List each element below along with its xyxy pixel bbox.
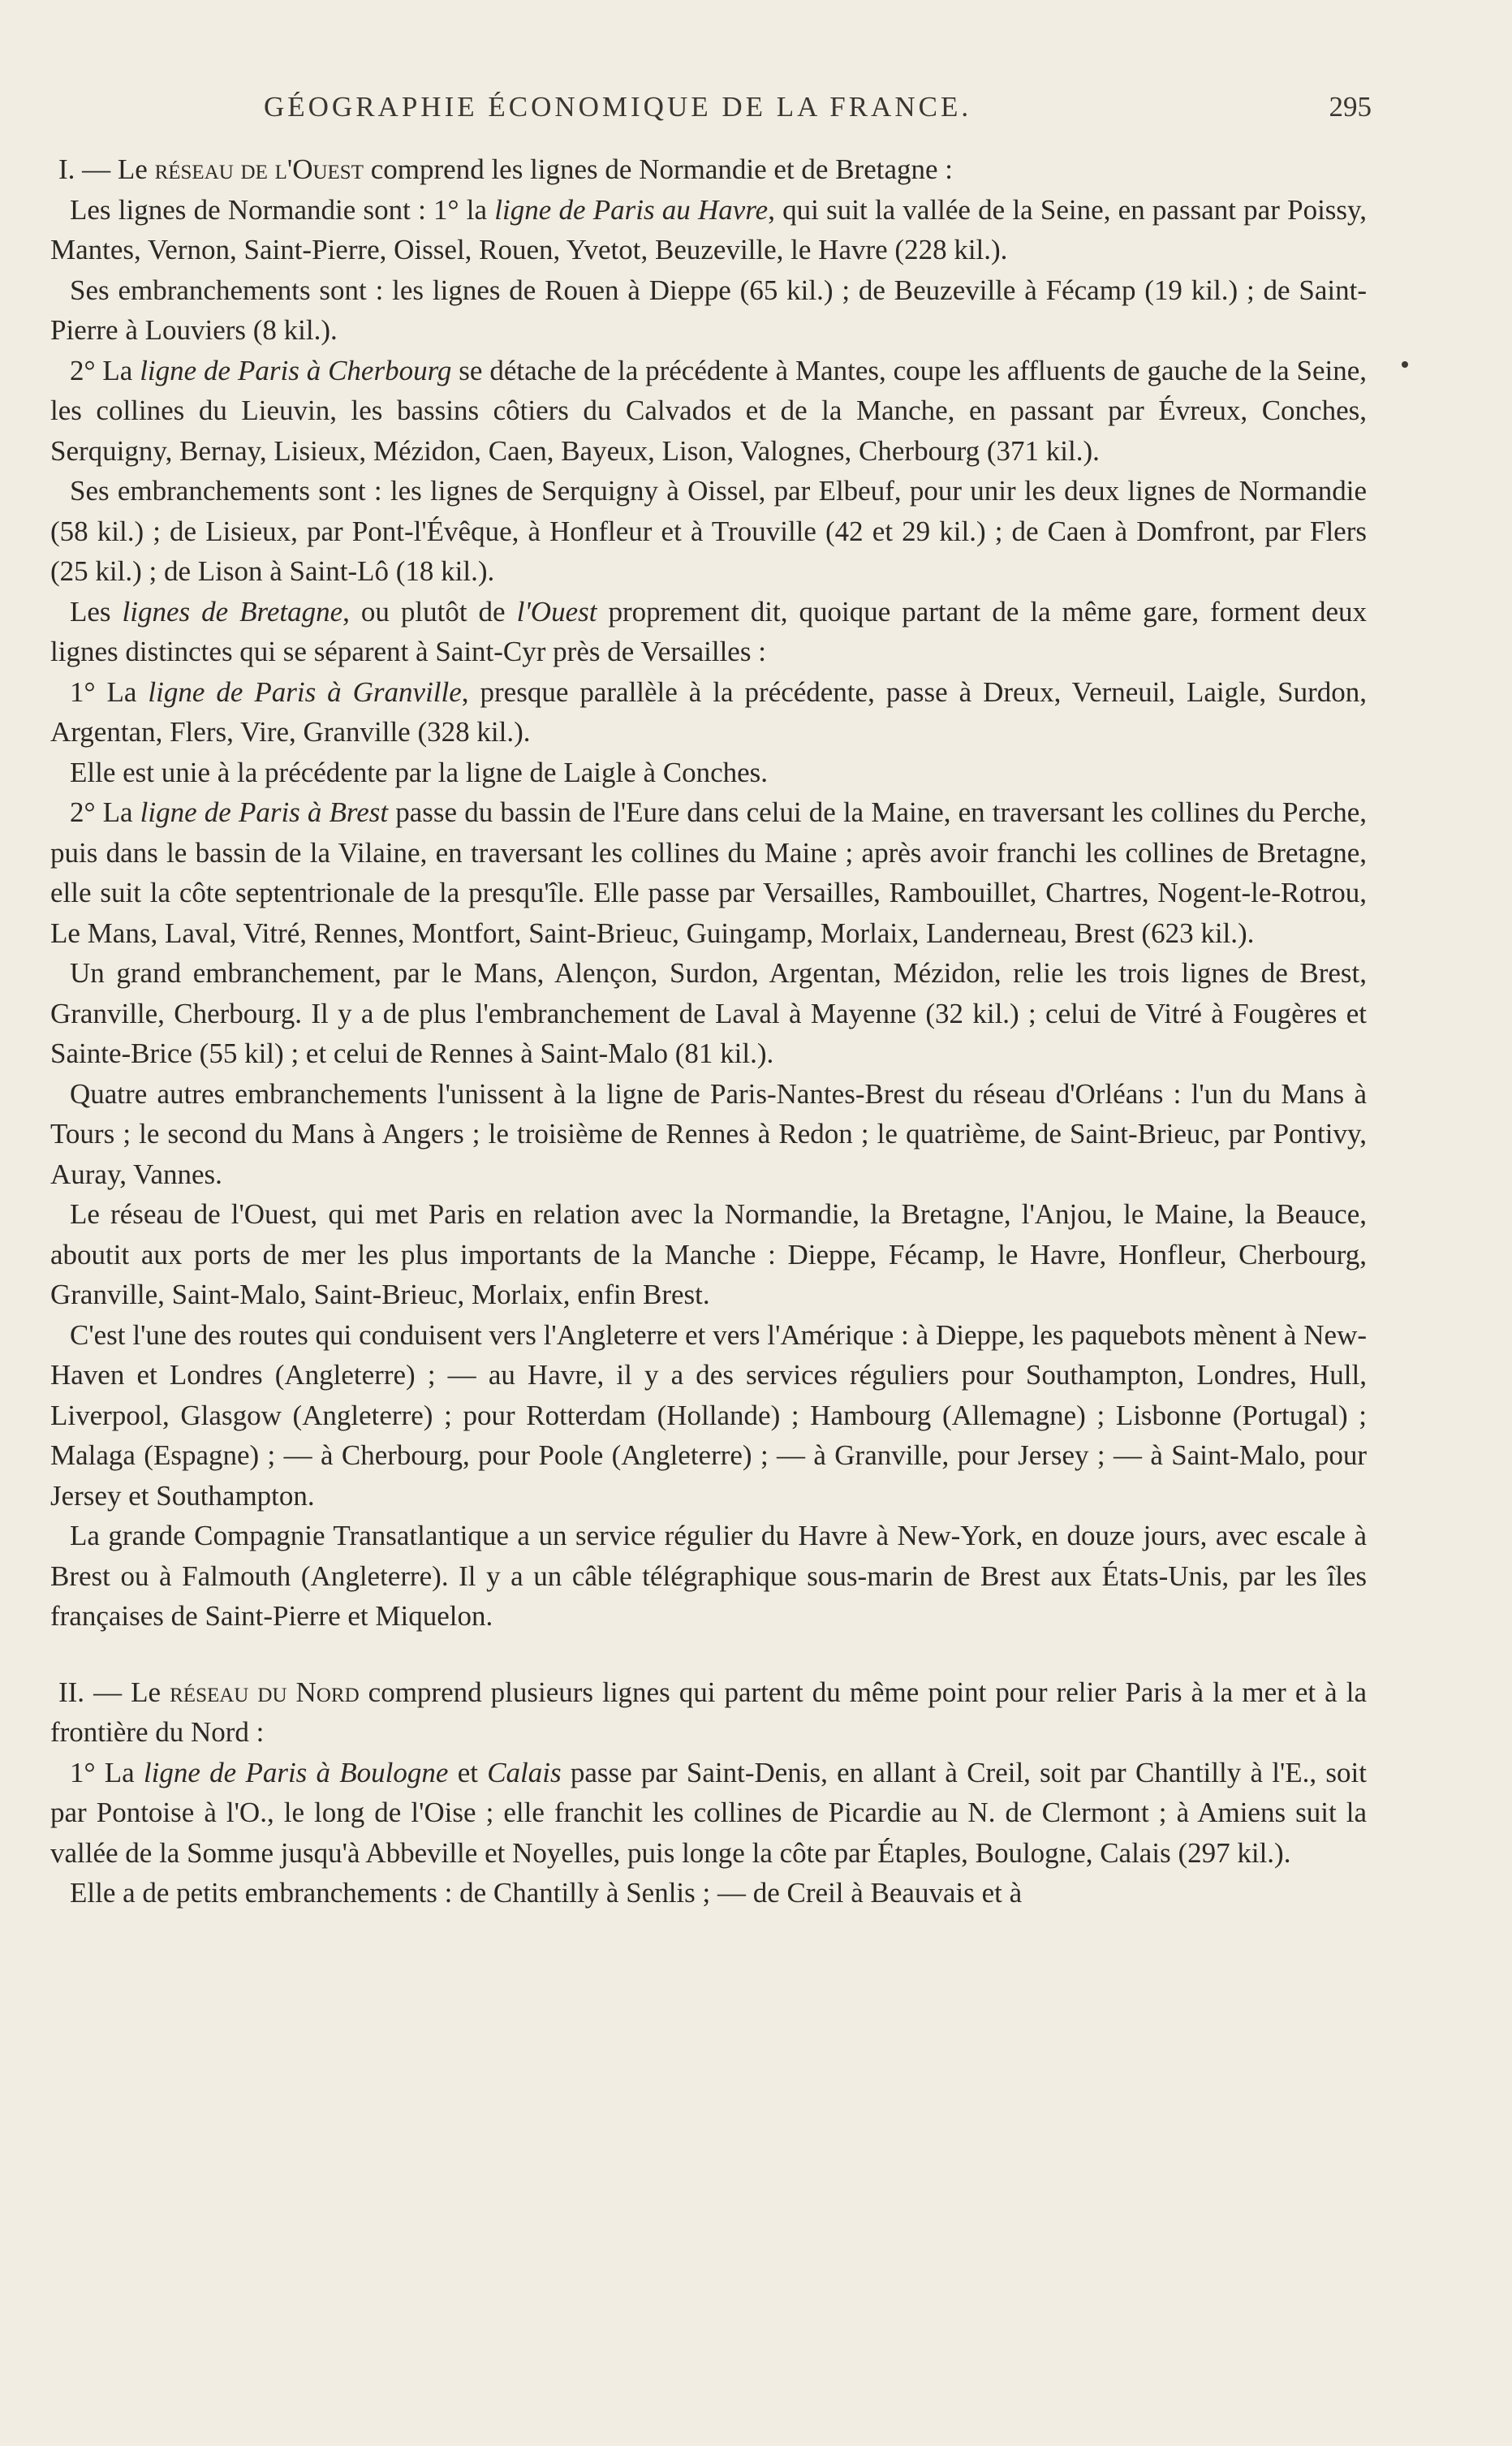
paragraph-cherbourg [50, 351, 1367, 472]
body-text [50, 149, 1367, 1913]
text-run: proprement dit, quoique partant de la même gare, forment deux lignes distinctes qui se séparent à Saint-Cyr près de Versailles : [50, 595, 1367, 667]
section-2-numeral: II. — Le [58, 1676, 170, 1708]
paragraph-brest [50, 792, 1367, 953]
paragraph-granville-union: Elle est unie à la précédente par la ligne de Laigle à Conches. [70, 756, 769, 788]
reseau-ouest-heading: réseau de l'Ouest [154, 153, 364, 185]
paragraph-normandie-branches: Ses embranchements sont : les lignes de Rouen à Dieppe (65 kil.) ; de Beuzeville à Fécamp (19 kil.) ; de Saint-Pierre à Louviers (8 kil.). [50, 274, 1367, 346]
text-run: passe par Saint-Denis, en allant à Creil, soit par Chantilly à l'E., soit par Pontoise à l'O., le long de l'Oise ; elle franchit les collines de Picardie au N. de Clermont ; à Amiens suit la vallée de la Somme jusqu'à Abbeville et Noyelles, puis longe la côte par Étaples, Boulogne, Calais (297 kil.). [50, 1756, 1367, 1869]
line-title-calais: Calais [487, 1756, 562, 1788]
section-1-lead-rest: comprend les lignes de Normandie et de Bretagne : [364, 153, 954, 185]
section-1-numeral: I. — Le [58, 153, 155, 185]
section-1-lead [50, 149, 1367, 190]
page-header [49, 91, 1372, 132]
line-title-bretagne: lignes de Bretagne [122, 595, 343, 628]
paragraph-grand-branch: Un grand embranchement, par le Mans, Alençon, Surdon, Argentan, Mézidon, relie les trois lignes de Brest, Granville, Cherbourg. Il y a de plus l'embranchement de Laval à Mayenne (32 kil.) ; celui de Vitré à Fougères et Sainte-Brice (55 kil) ; et celui de Rennes à Saint-Malo (81 kil.). [50, 957, 1367, 1069]
running-title: GÉOGRAPHIE ÉCONOMIQUE DE LA FRANCE. [264, 91, 972, 123]
paragraph-ouest-summary: Le réseau de l'Ouest, qui met Paris en relation avec la Normandie, la Bretagne, l'Anjou, le Maine, la Beauce, aboutit aux ports de mer les plus importants de la Manche : Dieppe, Fécamp, le Havre, Honfleur, Cherbourg, Granville, Saint-Malo, Saint-Brieuc, Morlaix, enfin Brest. [50, 1198, 1367, 1310]
text-run: Les lignes de Normandie sont : 1° la [70, 193, 495, 226]
paragraph-normandie [50, 190, 1367, 270]
paragraph-small-branches: Elle a de petits embranchements : de Chantilly à Senlis ; — de Creil à Beauvais et à [70, 1877, 1023, 1909]
text-run: 1° La [70, 1756, 144, 1788]
line-title-brest: ligne de Paris à Brest [140, 796, 389, 828]
text-run: 1° La [70, 675, 149, 708]
paragraph-bretagne [50, 592, 1367, 672]
line-title-granville: ligne de Paris à Granville [148, 675, 462, 708]
line-title-boulogne: ligne de Paris à Boulogne [143, 1756, 449, 1788]
paragraph-routes: C'est l'une des routes qui conduisent vers l'Angleterre et vers l'Amérique : à Dieppe, les paquebots mènent à New-Haven et Londres (Angleterre) ; — au Havre, il y a des services réguliers pour Southampton, Londres, Hull, Liverpool, Glasgow (Angleterre) ; pour Rotterdam (Hollande) ; Hambourg (Allemagne) ; Lisbonne (Portugal) ; Malaga (Espagne) ; — à Cherbourg, pour Poole (Angleterre) ; — à Granville, pour Jersey ; — à Saint-Malo, pour Jersey et Southampton. [50, 1318, 1367, 1512]
text-run: 2° La [70, 796, 140, 828]
text-run: 2° La [70, 354, 140, 386]
ink-spot [1402, 361, 1408, 368]
paragraph-four-branches: Quatre autres embranchements l'unissent à la ligne de Paris-Nantes-Brest du réseau d'Orléans : l'un du Mans à Tours ; le second du Mans à Angers ; le troisième de Rennes à Redon ; le quatrième, de Saint-Brieuc, par Pontivy, Auray, Vannes. [50, 1077, 1367, 1190]
text-run: se détache de la précédente à Mantes, coupe les affluents de gauche de la Seine, les collines du Lieuvin, les bassins côtiers du Calvados et de la Manche, en passant par Évreux, Conches, Serquigny, Bernay, Lisieux, Mézidon, Caen, Bayeux, Lison, Valognes, Cherbourg (371 kil.). [50, 354, 1368, 467]
paragraph-cherbourg-branches: Ses embranchements sont : les lignes de Serquigny à Oissel, par Elbeuf, pour unir les deux lignes de Normandie (58 kil.) ; de Lisieux, par Pont-l'Évêque, à Honfleur et à Trouville (42 et 29 kil.) ; de Caen à Domfront, par Flers (25 kil.) ; de Lison à Saint-Lô (18 kil.). [50, 475, 1367, 587]
section-2-lead-rest: comprend plusieurs lignes qui partent du même point pour relier Paris à la mer et à la frontière du Nord : [50, 1676, 1367, 1748]
text-run: passe du bassin de l'Eure dans celui de la Maine, en traversant les collines du Perche, puis dans le bassin de la Vilaine, en traversant les collines du Maine ; après avoir franchi les collines de Bretagne, elle suit la côte septentrionale de la presqu'île. Elle passe par Versailles, Rambouillet, Chartres, Nogent-le-Rotrou, Le Mans, Laval, Vitré, Rennes, Montfort, Saint-Brieuc, Guingamp, Morlaix, Landerneau, Brest (623 kil.). [50, 796, 1367, 949]
paragraph-granville [50, 672, 1367, 753]
text-run: et [448, 1756, 488, 1788]
paragraph-transatlantique: La grande Compagnie Transatlantique a un service régulier du Havre à New-York, en douze jours, avec escale à Brest ou à Falmouth (Angleterre). Il y a un câble télégraphique sous-marin de Brest aux États-Unis, par les îles françaises de Saint-Pierre et Miquelon. [50, 1520, 1367, 1632]
text-run: Les [70, 595, 123, 628]
text-run: , presque parallèle à la précédente, passe à Dreux, Verneuil, Laigle, Surdon, Argentan, Flers, Vire, Granville (328 kil.). [50, 675, 1367, 748]
reseau-nord-heading: réseau du Nord [170, 1676, 360, 1708]
section-2-lead [50, 1672, 1367, 1753]
page-number: 295 [1329, 91, 1372, 123]
paragraph-boulogne [50, 1753, 1367, 1874]
line-title-havre: ligne de Paris au Havre [494, 193, 769, 226]
text-run: , qui suit la vallée de la Seine, en passant par Poissy, Mantes, Vernon, Saint-Pierre, Oissel, Rouen, Yvetot, Beuzeville, le Havre (228 kil.). [50, 193, 1368, 265]
line-title-ouest: l'Ouest [516, 595, 597, 628]
text-run: , ou plutôt de [342, 595, 517, 628]
line-title-cherbourg: ligne de Paris à Cherbourg [140, 354, 452, 386]
